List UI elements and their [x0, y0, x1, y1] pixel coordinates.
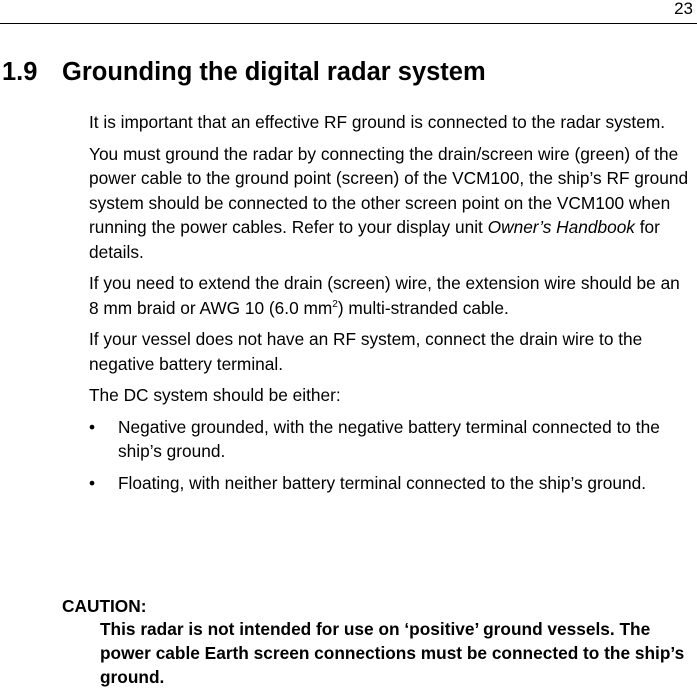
header-rule	[0, 23, 697, 24]
paragraph-text: If you need to extend the drain (screen) wire, the extension wire should be an 8 mm braid or AWG 10 (6.0 mm	[89, 273, 680, 318]
paragraph-text: ) multi-stranded cable.	[337, 297, 509, 318]
bullet-icon: •	[89, 472, 96, 493]
section-heading	[2, 56, 486, 88]
section-number: 1.9	[2, 58, 38, 86]
caution-label: CAUTION:	[62, 596, 147, 616]
paragraph-rf-ground: It is important that an effective RF ground is connected to the radar system.	[89, 112, 666, 132]
list-item	[89, 471, 693, 496]
paragraph-no-rf-system: If your vessel does not have an RF system, connect the drain wire to the negative battery terminal.	[89, 329, 643, 374]
owners-handbook-reference: Owner’s Handbook	[487, 217, 635, 237]
list-item	[89, 415, 693, 464]
list-item-text: Negative grounded, with the negative battery terminal connected to the ship’s ground.	[118, 416, 660, 461]
superscript: 2	[332, 298, 338, 310]
paragraph-ground-radar	[89, 142, 693, 265]
section-title: Grounding the digital radar system	[62, 58, 486, 86]
paragraph-dc-system: The DC system should be either:	[89, 385, 341, 405]
body-text	[89, 110, 693, 502]
page-number: 23	[674, 0, 693, 18]
paragraph-extend-wire	[89, 271, 693, 320]
list-item-text: Floating, with neither battery terminal connected to the ship’s ground.	[118, 472, 647, 493]
dc-system-list	[89, 415, 693, 496]
paragraph-text: for details.	[89, 217, 660, 262]
paragraph-text: You must ground the radar by connecting the drain/screen wire (green) of the power cable to the ground point (screen) of the VCM100, the ship’s RF ground system should be connected to the other screen point on the VCM100 when running the power cables. Refer to your display unit	[89, 143, 689, 237]
caution-text: This radar is not intended for use on ‘positive’ ground vessels. The power cable Earth screen connections must be connected to the ship’s ground.	[100, 619, 685, 687]
bullet-icon: •	[89, 416, 96, 437]
